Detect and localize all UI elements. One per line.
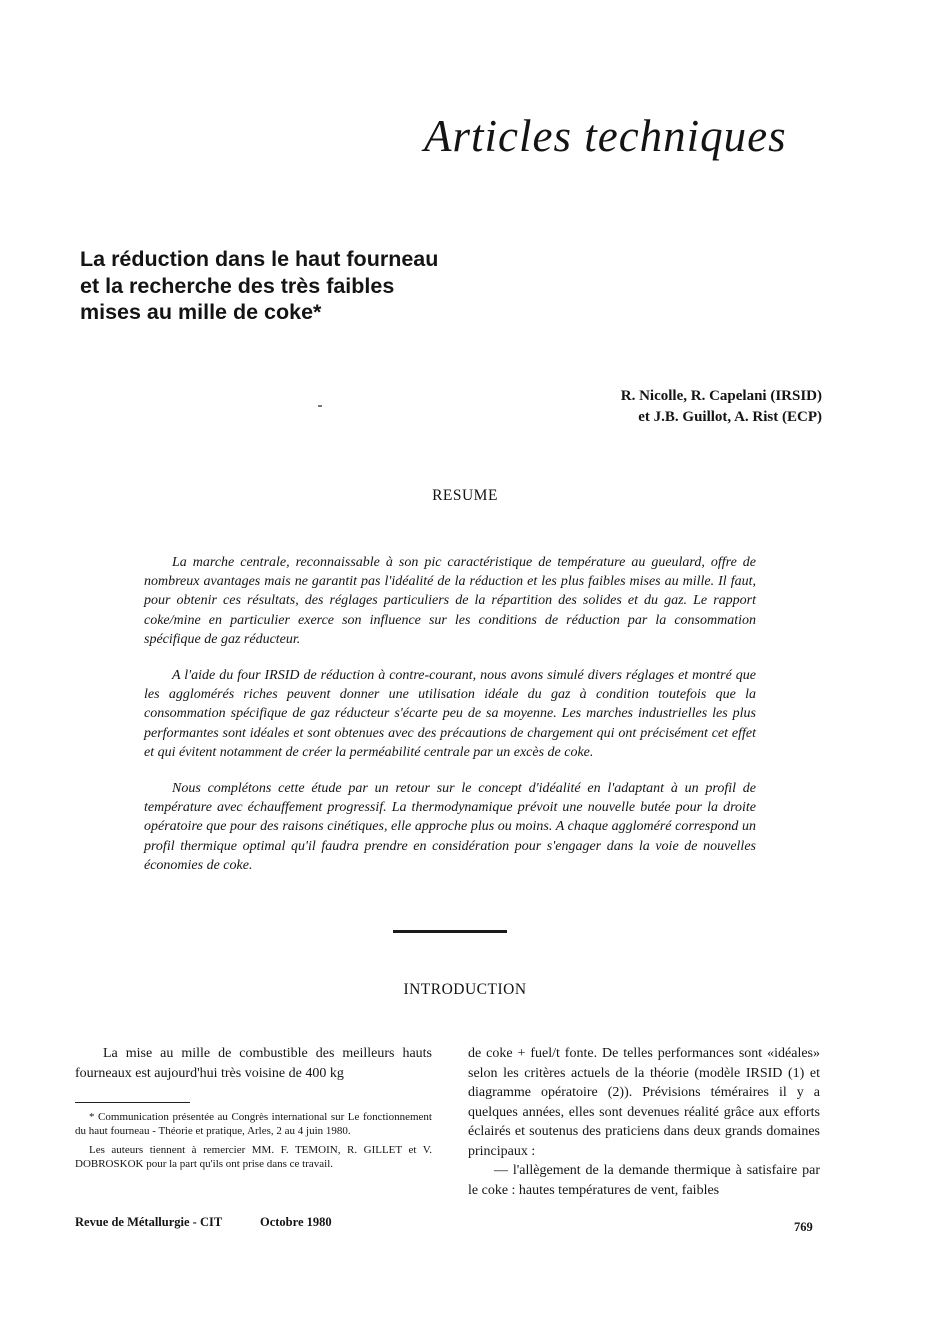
left-column: [75, 1044, 432, 1177]
abstract-paragraph: La marche centrale, reconnaissable à son pic caractéristique de température au gueulard, offre de nombreux avantages mais ne garantit pas l'idéalité de la réduction et les plus faibles mises au mille. Il faut, pour obtenir ces résultats, des réglages particuliers de la répartition des solides et du gaz. Le rapport coke/mine en particulier exerce son influence sur les conditions de réduction par la consommation spécifique de gaz réducteur.: [144, 555, 756, 647]
page-number: 769: [794, 1220, 813, 1234]
author-list: [621, 386, 822, 428]
section-divider: [393, 930, 507, 933]
footnote: * Communication présentée au Congrès international sur Le fonctionnement du haut fourneau - Théorie et pratique, Arles, 2 au 4 juin 1980.: [75, 1111, 432, 1137]
abstract: [144, 553, 756, 892]
print-speck: [318, 405, 322, 407]
body-list-item: — l'allègement de la demande thermique à satisfaire par le coke : hautes températures de vent, faibles: [468, 1163, 820, 1198]
abstract-paragraph: A l'aide du four IRSID de réduction à contre-courant, nous avons simulé divers réglages et montré que les agglomérés riches peuvent donner une utilisation idéale du gaz à condition toutefois que la consommation spécifique de gaz réducteur s'écarte peu de sa moyenne. Les marches industrielles les plus performantes sont idéales et sont obtenues avec des précautions de chargement qui ont précisément cet effet et qui évitent notamment de créer la perméabilité centrale par un excès de coke.: [144, 668, 756, 760]
body-paragraph: de coke + fuel/t fonte. De telles performances sont «idéales» selon les critères actuels de la théorie (modèle IRSID (1) et diagramme opératoire (2)). Prévisions téméraires il y a quelques années, elles sont devenues réalité grâce aux efforts éclairés et soutenus des praticiens dans deux grands domaines principaux :: [468, 1046, 820, 1159]
right-column: [468, 1044, 820, 1200]
body-paragraph: La mise au mille de combustible des meilleurs hauts fourneaux est aujourd'hui très voisine de 400 kg: [75, 1046, 432, 1081]
footnote: Les auteurs tiennent à remercier MM. F. TEMOIN, R. GILLET et V. DOBROSKOK pour la part qu'ils ont prise dans ce travail.: [75, 1144, 432, 1170]
author-line: et J.B. Guillot, A. Rist (ECP): [638, 409, 822, 425]
footer-journal: Revue de Métallurgie - CIT: [75, 1215, 223, 1229]
article-title: [80, 246, 520, 326]
footnote-rule: [75, 1102, 190, 1103]
title-line: mises au mille de coke*: [80, 300, 322, 324]
section-header: Articles techniques: [424, 111, 787, 161]
abstract-paragraph: Nous complétons cette étude par un retour sur le concept d'idéalité en l'adaptant à un profil de température avec échauffement progressif. La thermodynamique prévoit une nouvelle butée pour la droite opératoire que pour des raisons cinétiques, elle approche plus ou moins. A chaque aggloméré correspond un profil thermique optimal qu'il faudra prendre en considération pour s'engager dans la voie de nouvelles économies de coke.: [144, 781, 756, 873]
introduction-heading: INTRODUCTION: [403, 981, 527, 998]
author-line: R. Nicolle, R. Capelani (IRSID): [620, 388, 822, 404]
footer-date: Octobre 1980: [260, 1215, 332, 1229]
title-line: et la recherche des très faibles: [80, 273, 395, 298]
title-line: La réduction dans le haut fourneau: [80, 247, 439, 271]
abstract-heading: RESUME: [432, 487, 498, 504]
